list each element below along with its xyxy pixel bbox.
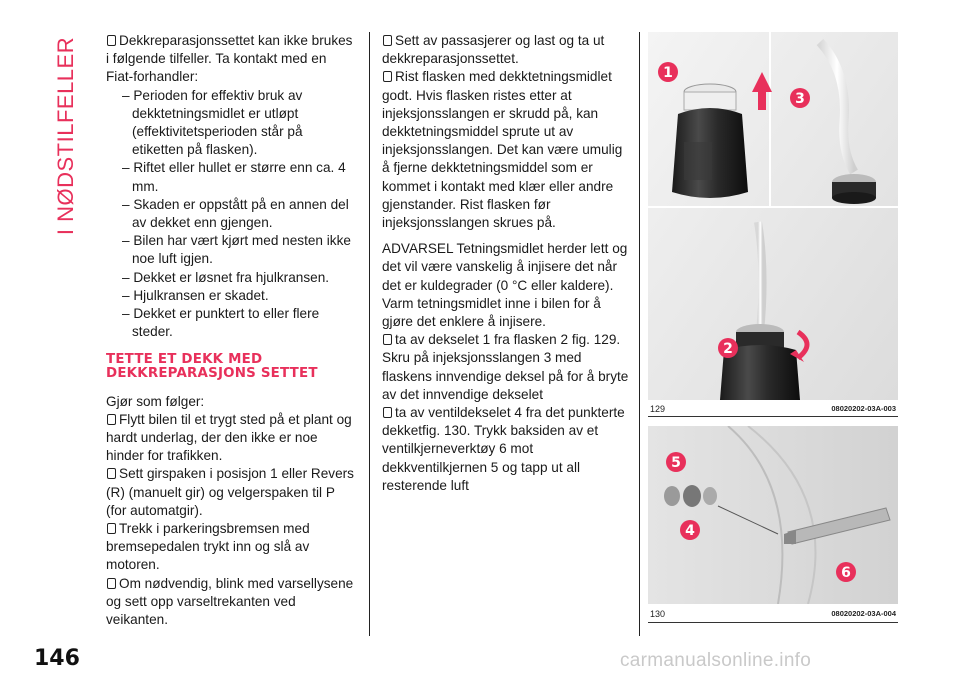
column-divider: [369, 32, 370, 636]
marker-label: 2: [723, 341, 733, 357]
figure-number: 130: [650, 609, 666, 619]
condition-item: – Perioden for effektiv bruk av dekktetningsmidlet er utløpt (effektivitetsperioden står på etiketten på flasken).: [122, 87, 303, 158]
marker-label: 1: [663, 65, 673, 81]
step-item: Sett girspaken i posisjon 1 eller Revers (R) (manuelt gir) og velgerspaken til P (for automatgir).: [106, 466, 354, 518]
marker-1: [658, 62, 678, 82]
condition-item: – Dekket er punktert to eller flere steder.: [122, 306, 320, 340]
condition-item: – Bilen har vært kjørt med nesten ikke noe luft igjen.: [122, 233, 351, 267]
figure-number: 129: [650, 404, 666, 414]
section-title: I NØDSTILFELLER: [53, 36, 78, 236]
spacer: [382, 232, 632, 240]
checkbox-icon: [107, 468, 116, 479]
marker-2: [718, 338, 738, 358]
figure-130: [648, 426, 898, 636]
warning-paragraph: ADVARSEL Tetningsmidlet herder lett og det vil være vanskelig å injisere det når det er kuldegrader (0 °C eller kaldere). Varm tetningsmidlet inne i bilen for å gjøre det enklere å injisere.: [382, 241, 628, 330]
column-left: [106, 32, 356, 629]
lead-text: Gjør som følger:: [106, 393, 205, 409]
marker-label: 3: [795, 91, 805, 107]
checkbox-icon: [107, 35, 116, 46]
step-item: ta av dekselet 1 fra flasken 2 fig. 129. Skru på injeksjonsslangen 3 med flaskens innvendige deksel på for å bryte av det innvendige dekselet: [382, 332, 629, 402]
marker-3: [790, 88, 810, 108]
checkbox-icon: [383, 334, 392, 345]
checkbox-icon: [107, 414, 116, 425]
condition-item: – Hjulkransen er skadet.: [122, 287, 269, 303]
figure-130-illustration: [648, 426, 898, 604]
condition-item: – Skaden er oppstått på en annen del av dekket enn gjengen.: [122, 196, 349, 231]
condition-item: – Dekket er løsnet fra hjulkransen.: [122, 269, 330, 285]
checkbox-icon: [107, 523, 116, 534]
column-middle: [382, 32, 632, 495]
marker-label: 6: [841, 565, 851, 581]
intro-paragraph: Dekkreparasjonssettet kan ikke brukes i følgende tilfeller. Ta kontakt med en Fiat-forhandler:: [106, 33, 353, 85]
step-item: Trekk i parkeringsbremsen med bremsepedalen trykt inn og slå av motoren.: [106, 521, 310, 573]
column-divider: [639, 32, 640, 636]
figure-129: [648, 32, 898, 417]
marker-label: 5: [671, 455, 681, 471]
step-item: Flytt bilen til et trygt sted på et plant og hardt underlag, der den ikke er noe hinder for trafikken.: [106, 411, 352, 464]
marker-5: [666, 452, 686, 472]
checkbox-icon: [107, 578, 116, 589]
step-item: Rist flasken med dekktetningsmidlet godt. Hvis flasken ristes etter at injeksjonsslangen er skrudd på, kan dekktetningsmiddel sprute ut av injeksjonsslangen. Det kan være umulig å fjerne dekktetningsmiddel som er kommet i kontakt med klær eller andre gjenstander. Rist flasken før injeksjonsslangen skrues på.: [382, 69, 623, 231]
checkbox-icon: [383, 407, 392, 418]
page-number: 146: [34, 646, 80, 671]
watermark: carmanualsonline.info: [620, 650, 812, 671]
marker-4: [680, 520, 700, 540]
figure-code: 08020202-03A-003: [831, 404, 896, 413]
step-item: Om nødvendig, blink med varsellysene og sett opp varseltrekanten ved veikanten.: [106, 575, 354, 628]
figure-code: 08020202-03A-004: [831, 609, 896, 618]
valve-cap: [664, 485, 717, 507]
checkbox-icon: [383, 35, 392, 46]
step-item: Sett av passasjerer og last og ta ut dekkreparasjonssettet.: [382, 33, 605, 67]
figure-129-illustration: [648, 32, 898, 400]
marker-6: [836, 562, 856, 582]
marker-label: 4: [685, 523, 695, 539]
figure-rule: [648, 622, 898, 623]
checkbox-icon: [383, 71, 392, 82]
figure-rule: [648, 416, 898, 417]
condition-item: – Riftet eller hullet er større enn ca. 4 mm.: [122, 160, 346, 194]
section-heading: TETTE ET DEKK MED DEKKREPARASJONS SETTET: [106, 352, 318, 382]
step-item: ta av ventildekselet 4 fra det punkterte dekketfig. 130. Trykk baksiden av et ventilkjerneverktøy 6 mot dekkventilkjernen 5 og tapp ut all resterende luft: [382, 405, 625, 493]
